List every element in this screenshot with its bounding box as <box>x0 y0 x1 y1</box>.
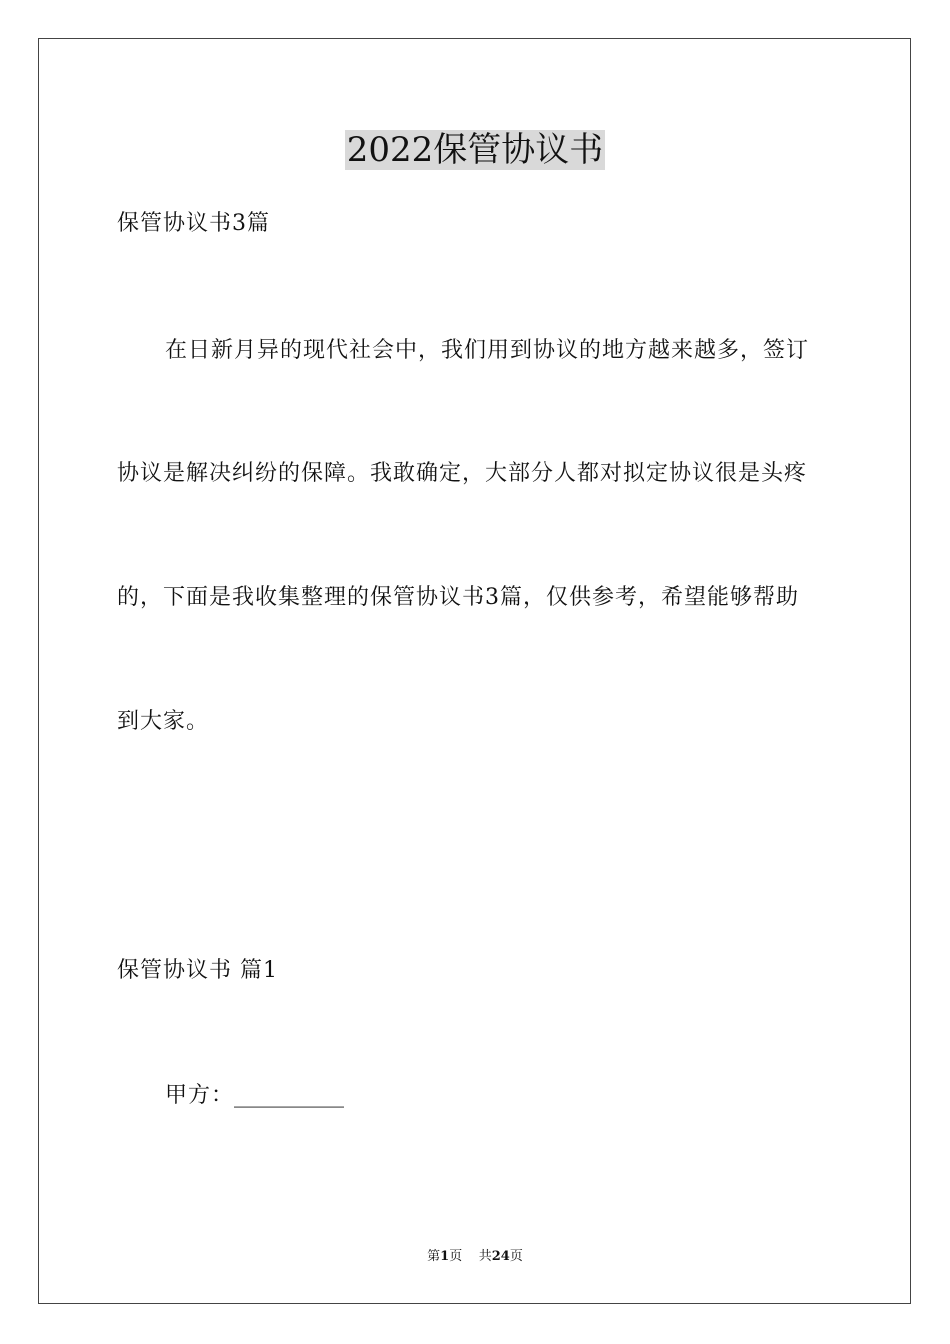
intro-line-4: 到大家。 <box>117 709 210 734</box>
intro-line-1: 在日新月异的现代社会中，我们用到协议的地方越来越多，签订 <box>165 338 810 363</box>
footer-page-number: 1 <box>440 1249 450 1264</box>
footer-page-suffix: 页 <box>509 1249 523 1264</box>
footer-total-pages: 24 <box>491 1249 510 1264</box>
section-heading: 保管协议书 篇1 <box>117 958 278 983</box>
intro-line-3: 的，下面是我收集整理的保管协议书3篇，仅供参考，希望能够帮助 <box>117 585 799 610</box>
page-footer <box>0 1248 950 1266</box>
document-title-text: 2022保管协议书 <box>346 130 604 170</box>
footer-page-mid: 页 共 <box>449 1249 492 1264</box>
party-a-value: __________ <box>234 1083 345 1108</box>
party-a-label: 甲方： <box>165 1083 235 1108</box>
party-a-line <box>165 1081 344 1111</box>
footer-page-prefix: 第 <box>427 1249 441 1264</box>
document-subtitle: 保管协议书3篇 <box>117 211 270 236</box>
document-title <box>0 128 950 172</box>
intro-line-2: 协议是解决纠纷的保障。我敢确定，大部分人都对拟定协议很是头疼 <box>117 461 808 486</box>
